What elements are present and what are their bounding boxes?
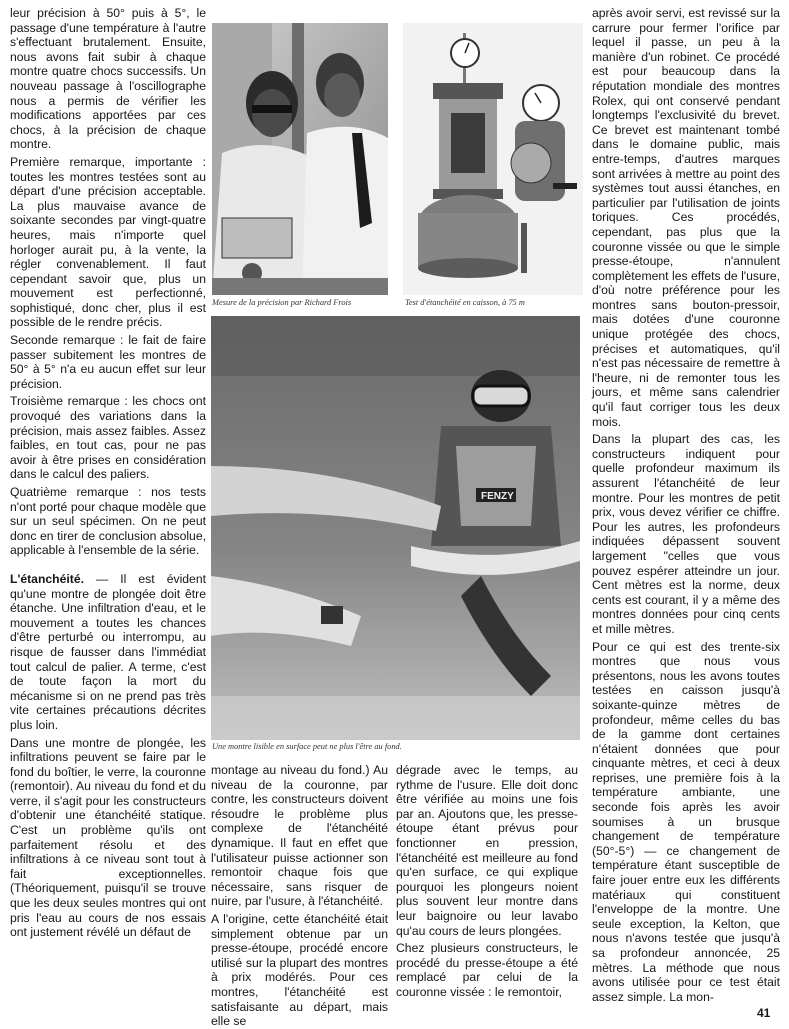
paragraph: Dans la plupart des cas, les constructeurs indiquent pour quelle profondeur maximum ils assurent l'étanchéité de leur montre. Pour les montres de petit prix, vous devez vérifier ce chiffre. Pour les autres, les profondeurs indiquées dépassent souvent largement "celles que vous pouvez espérer atteindre un jour. Cent mètres est la norme, deux cents est courant, il y a même des montres données pour cinq cents et mille mètres. (592, 432, 780, 636)
paragraph: montage au niveau du fond.) Au niveau de la couronne, par contre, les constructeurs doivent résoudre le problème plus complexe de l'étanchéité dynamique. Il faut en effet que l'utilisateur puisse actionner son remontoir chaque fois que nécessaire, sans risquer de nuire, par l'usure, à l'étanchéité. (211, 763, 388, 909)
paragraph: leur précision à 50° puis à 5°, le passage d'une température à l'autre s'effectuant brutalement. Ensuite, nous avons fait subir à chaque montre quatre chocs successifs. Un nouveau passage à l'oscillographe nous a permis de vérifier les modifications apportées par ces chocs, à la précision de chaque montre. (10, 6, 206, 152)
photo-precision-measurement (212, 23, 388, 295)
paragraph: dégrade avec le temps, au rythme de l'usure. Elle doit donc être vérifiée au moins une fois par an. Ajoutons que, les presse-étoupe étant prévus pour fonctionner en pression, l'étanchéité est meilleure au fond qu'en surface, ce qui explique pourquoi les plongeurs noient plus souvent leur montre dans leur baignoire ou leur lavabo qu'au cours de leurs plongées. (396, 763, 578, 938)
paragraph: après avoir servi, est revissé sur la carrure pour fermer l'orifice par lequel il passe, un peu à la manière d'un robinet. Ce procédé est pour beaucoup dans la réputation mondiale des montres Rolex, qui ont conservé pendant longtemps l'exclusivité du brevet. Ce brevet est maintenant tombé dans le domaine public, mais entre-temps, d'autres marques sont arrivées à mettre au point des systèmes tout aussi étanches, en particulier par l'utilisation de joints toriques. Ces procédés, cependant, pas plus que la couronne vissée ou que le simple presse-étoupe, n'annulent complètement les effets de l'usure, d'où notre préférence pour les montres sans bouton-pressoir, mais dotées d'une couronne unique protégée des chocs, précises et automatiques, qu'il n'est pas nécessaire de remettre à l'heure, ni de remonter tous les jours, et même sans calendrier qu'il faut corriger tous les deux mois. (592, 6, 780, 429)
paragraph (10, 572, 206, 733)
paragraph: Pour ce qui est des trente-six montres que nous vous présentons, nous les avons toutes testées en caisson jusqu'à soixante-quinze mètres de profondeur, même celles du bas de la gamme dont certaines n'étaient données que pour cinquante mètres, et ceci à deux reprises, une première fois à la température ambiante, une seconde fois après les avoir soumises à un brusque changement de température (50°-5°) — ce changement de température étant susceptible de faire jouer entre eux les différents matériaux qui constituent l'enveloppe de la montre. Une seule exception, la Kelton, que nous n'avons testée que jusqu'à sa profondeur annoncée, 25 mètres. La méthode que nous avons utilisée pour ce test était assez simple. La mon- (592, 639, 780, 1004)
section-lead: L'étanchéité. (10, 571, 85, 586)
paragraph: Chez plusieurs constructeurs, le procédé du presse-étoupe a été remplacé par celui de la couronne vissée : le remontoir, (396, 941, 578, 999)
text-column-3 (396, 763, 578, 1013)
caption-photo-3: Une montre lisible en surface peut ne plus l'être au fond. (212, 742, 402, 751)
tank-label: FENZY (481, 491, 514, 502)
paragraph: Dans une montre de plongée, les infiltrations peuvent se faire par le fond du boîtier, le verre, la couronne (remontoir). Au niveau du fond et du verre, il s'agit pour les constructeurs d'obtenir une étanchéité statique. C'est un problème qu'ils ont parfaitement résolu et des infiltrations à ce niveau sont tout à fait exceptionnelles. (Théoriquement, puisqu'il se trouve que les deux seules montres qui ont pris l'eau au cours de nos essais ont justement révélé un défaut de (10, 735, 206, 940)
paragraph: Première remarque, importante : toutes les montres testées sont au départ d'une précision acceptable. La plus mauvaise avance de soixante secondes par vingt-quatre heures, mais n'importe quel horloger aurait pu, à la vente, la régler convenablement. Il faut cependant savoir que, plus un mouvement est perfectionné, sophistiqué, donc cher, plus il est possible de le rendre précis. (10, 154, 206, 330)
text-column-2 (211, 763, 388, 1029)
photo-diver-underwater (211, 316, 580, 740)
section-text: — Il est évident qu'une montre de plongée doit être étanche. Une infiltration d'eau, et le mouvement a toutes les chances d'être perturbé ou interrompu, au risque de fausser dans l'immédiat tout calcul de palier. A terme, c'est de toute façon la mort du mécanisme si on ne prend pas très vite certaines précautions décrites plus loin. (10, 571, 206, 732)
paragraph: A l'origine, cette étanchéité était simplement obtenue par un presse-étoupe, procédé encore utilisé sur la plupart des montres à prix modérés. Pour ces montres, l'étanchéité est satisfaisante au départ, mais elle se (211, 911, 388, 1029)
text-column-1 (10, 6, 206, 1018)
paragraph: Seconde remarque : le fait de faire passer subitement les montres de 50° à 5° n'a eu aucun effet sur leur précision. (10, 333, 206, 391)
photo-pressure-chamber (403, 23, 583, 295)
caption-photo-1: Mesure de la précision par Richard Frois (212, 298, 352, 307)
caption-photo-2: Test d'étanchéité en caisson, à 75 m (405, 298, 525, 307)
paragraph: Quatrième remarque : nos tests n'ont porté pour chaque modèle que sur un seul spécimen. On ne peut donc en tirer de conclusion absolue, applicable à l'ensemble de la série. (10, 485, 206, 558)
page-number: 41 (757, 1006, 771, 1020)
paragraph: Troisième remarque : les chocs ont provoqué des variations dans la précision, mais assez faibles. Assez faibles, en tout cas, pour ne pas avoir à être prises en considération dans le calcul des paliers. (10, 394, 206, 482)
text-column-4 (592, 6, 780, 1018)
